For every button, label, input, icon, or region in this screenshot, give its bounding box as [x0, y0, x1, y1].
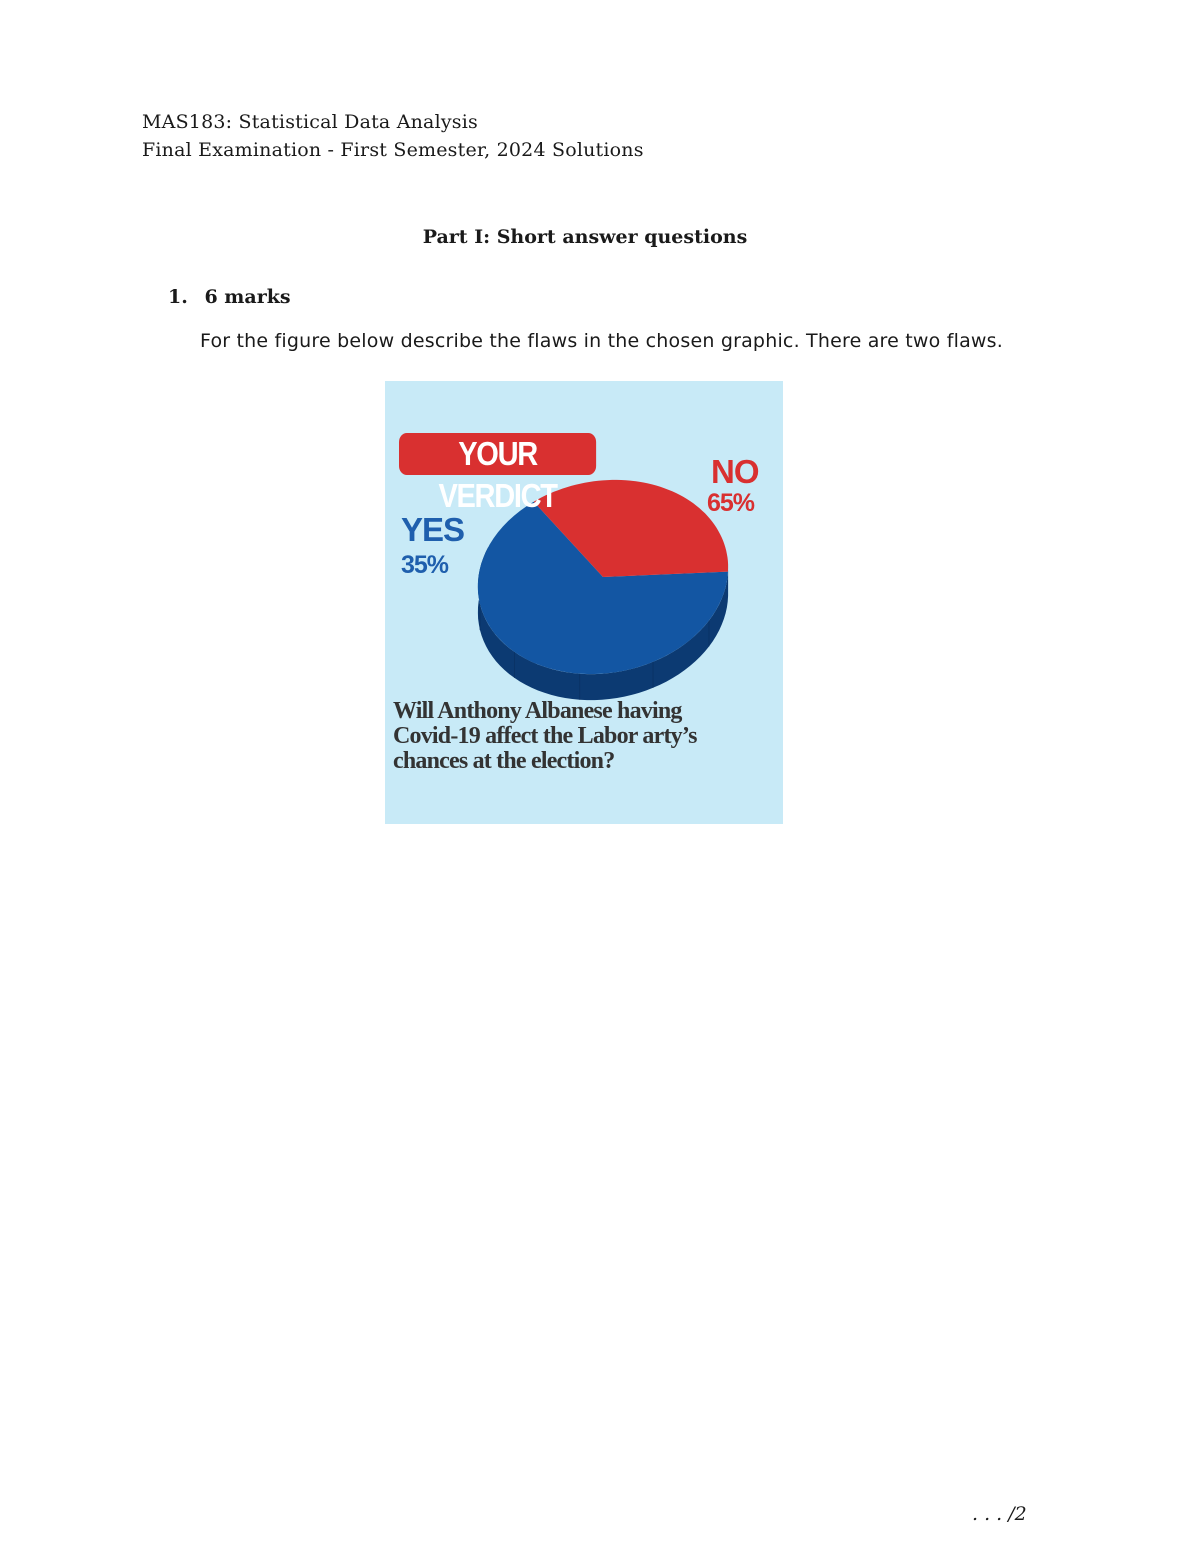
- document-header: [142, 108, 644, 164]
- page-number: . . . /2: [972, 1503, 1027, 1525]
- yes-label: YES: [401, 511, 465, 548]
- question-marks: 6 marks: [204, 286, 291, 308]
- question-heading: [168, 286, 291, 308]
- no-percent-label: 65%: [707, 489, 755, 517]
- course-title: MAS183: Statistical Data Analysis: [142, 111, 478, 133]
- question-number: 1.: [168, 286, 188, 308]
- no-label: NO: [711, 453, 759, 490]
- part-title: Part I: Short answer questions: [422, 226, 748, 248]
- poll-question-line: chances at the election?: [393, 748, 615, 774]
- verdict-figure: [385, 381, 783, 824]
- question-text: For the figure below describe the flaws in the chosen graphic. There are two flaws.: [200, 330, 1004, 352]
- poll-question-line: Will Anthony Albanese having: [393, 698, 682, 724]
- verdict-badge: YOUR VERDICT: [399, 433, 596, 475]
- exam-title: Final Examination - First Semester, 2024 Solutions: [142, 139, 644, 161]
- poll-question: [393, 699, 773, 774]
- poll-question-line: Covid-19 affect the Labor arty’s: [393, 723, 697, 749]
- yes-percent-label: 35%: [401, 551, 449, 579]
